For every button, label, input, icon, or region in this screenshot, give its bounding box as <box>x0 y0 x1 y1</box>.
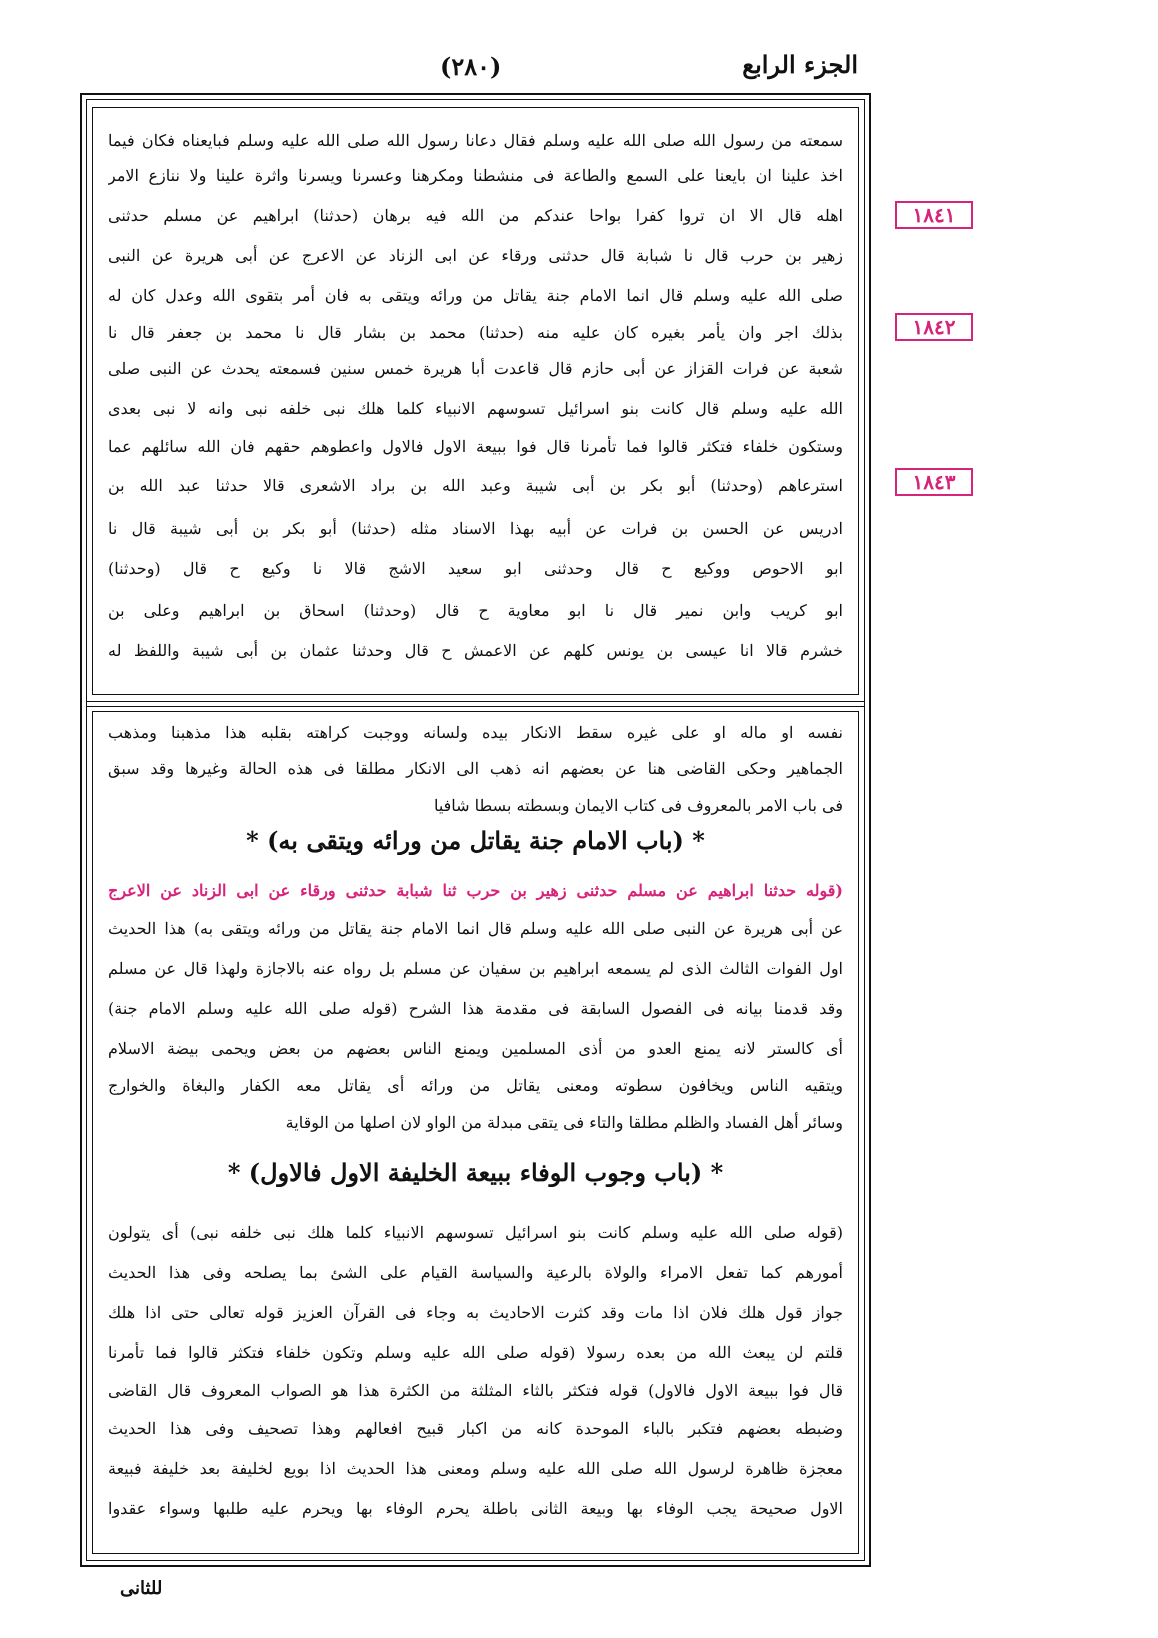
section-heading: * (باب الامام جنة يقاتل من ورائه ويتقى به) * <box>246 830 705 855</box>
text-line: سمعته من رسول الله صلى الله عليه وسلم فقال دعانا رسول الله صلى الله عليه وسلم فبايعناه فكان فيما <box>108 131 843 150</box>
text-line: ابو الاحوص ووكيع ح قال وحدثنى ابو سعيد الاشج قالا نا وكيع ح قال (وحدثنا) <box>108 559 843 578</box>
text-line: ويتقيه الناس ويخافون سطوته ومعنى يقاتل من ورائه أى يقاتل معه الكفار والبغاة والخوارج <box>108 1076 843 1095</box>
text-line: قلتم لن يبعث الله من بعده رسولا (قوله صلى الله عليه وسلم وتكون خلفاء فتكثر قالوا فما تأمرنا <box>108 1343 843 1362</box>
text-line: وستكون خلفاء فتكثر قالوا فما تأمرنا قال فوا ببيعة الاول فالاول واعطوهم حقهم فان الله سائلهم عما <box>108 437 843 456</box>
text-line: بذلك اجر وان يأمر بغيره كان عليه منه (حدثنا) محمد بن بشار قال نا محمد بن جعفر قال نا <box>108 323 843 342</box>
text-line: اول الفوات الثالث الذى لم يسمعه ابراهيم بن سفيان عن مسلم بل رواه عنه بالاجازة ولهذا قال عن مسلم <box>108 959 843 978</box>
text-line: قال فوا ببيعة الاول فالاول) قوله فتكثر بالثاء المثلثة من الكثرة هذا هو الصواب المعروف قال القاضى <box>108 1381 843 1400</box>
text-line: معجزة ظاهرة لرسول الله صلى الله عليه وسلم ومعنى هذا الحديث اذا بويع لخليفة بعد خليفة فبيعة <box>108 1459 843 1478</box>
text-line: الله عليه وسلم قال كانت بنو اسرائيل تسوسهم الانبياء كلما هلك نبى خلفه نبى وانه لا نبى بعدى <box>108 399 843 418</box>
page-number: (٢٨٠) <box>440 52 502 81</box>
text-line: نفسه او ماله او على غيره سقط الانكار بيده ولسانه ووجبت كراهته بقلبه هذا مذهبنا ومذهب <box>108 723 843 742</box>
part-title: الجزء الرابع <box>742 50 858 79</box>
text-line: (قوله حدثنا ابراهيم عن مسلم حدثنى زهير بن حرب ثنا شبابة حدثنى ورقاء عن ابى الزناد عن الاعرج <box>108 881 843 900</box>
text-line: عن أبى هريرة عن النبى صلى الله عليه وسلم قال انما الامام جنة يقاتل من ورائه ويتقى به) هذا الحديث <box>108 919 843 938</box>
text-line: (قوله صلى الله عليه وسلم كانت بنو اسرائيل تسوسهم الانبياء كلما هلك نبى خلفه نبى) أى يتولون <box>108 1223 843 1242</box>
text-line: وسائر أهل الفساد والظلم مطلقا والتاء فى يتقى مبدلة من الواو لان اصلها من الوقاية <box>285 1113 843 1132</box>
catchword: للثانى <box>120 1578 163 1599</box>
text-line: جواز قول هلك فلان اذا مات وقد كثرت الاحاديث به وجاء فى القرآن العزيز قوله تعالى حتى اذا هلك <box>108 1303 843 1322</box>
text-line: وقد قدمنا بيانه فى الفصول السابقة فى مقدمة هذا الشرح (قوله صلى الله عليه وسلم الامام جنة) <box>108 999 843 1018</box>
section-heading: * (باب وجوب الوفاء ببيعة الخليفة الاول فالاول) * <box>227 1162 724 1187</box>
hadith-number-1842: ١٨٤٢ <box>895 313 973 341</box>
hadith-number-1843: ١٨٤٣ <box>895 468 973 496</box>
text-line: خشرم قالا انا عيسى بن يونس كلهم عن الاعمش ح قال وحدثنا عثمان بن أبى شيبة واللفظ له <box>108 641 843 660</box>
text-line: اهله قال الا ان تروا كفرا بواحا عندكم من الله فيه برهان (حدثنا) ابراهيم عن مسلم حدثنى <box>108 206 843 225</box>
text-line: أمورهم كما تفعل الامراء والولاة بالرعية والسياسة القيام على الشئ بما يصلحه وفى هذا الحديث <box>108 1263 843 1282</box>
hadith-number-1841: ١٨٤١ <box>895 201 973 229</box>
text-line: زهير بن حرب قال نا شبابة قال حدثنى ورقاء عن ابى الزناد عن الاعرج عن أبى هريرة عن النبى <box>108 246 843 265</box>
text-line: صلى الله عليه وسلم قال انما الامام جنة يقاتل من ورائه ويتقى به فان أمر بتقوى الله وعدل كان له <box>108 286 843 305</box>
text-line: الاول صحيحة يجب الوفاء بها وبيعة الثانى باطلة يحرم الوفاء بها ويحرم عليه طلبها وسواء عقدوا <box>108 1499 843 1518</box>
text-line: أى كالستر لانه يمنع العدو من أذى المسلمين ويمنع الناس بعضهم من بعض ويحمى بيضة الاسلام <box>108 1039 843 1058</box>
text-line: اخذ علينا ان بايعنا على السمع والطاعة فى منشطنا ومكرهنا وعسرنا ويسرنا واثرة علينا ولا ننازع الامر <box>108 166 843 185</box>
text-line: شعبة عن فرات القزاز عن أبى حازم قال قاعدت أبا هريرة خمس سنين فسمعته يحدث عن النبى صلى <box>108 359 843 378</box>
text-line: استرعاهم (وحدثنا) أبو بكر بن أبى شيبة وعبد الله بن براد الاشعرى قالا حدثنا عبد الله بن <box>108 476 843 495</box>
text-line: ادريس عن الحسن بن فرات عن أبيه بهذا الاسناد مثله (حدثنا) أبو بكر بن أبى شيبة قال نا <box>108 519 843 538</box>
text-line: وضبطه بعضهم فتكبر بالباء الموحدة كانه من اكبار قبيح افعالهم وهذا تصحيف وفى هذا الحديث <box>108 1419 843 1438</box>
text-line: ابو كريب وابن نمير قال نا ابو معاوية ح قال (وحدثنا) اسحاق بن ابراهيم وعلى بن <box>108 601 843 620</box>
text-line: الجماهير وحكى القاضى هنا عن بعضهم انه ذهب الى الانكار مطلقا فى هذه الحالة وغيرها وقد سبق <box>108 759 843 778</box>
section-divider <box>86 701 865 707</box>
text-line: فى باب الامر بالمعروف فى كتاب الايمان وبسطته بسطا شافيا <box>433 796 843 815</box>
